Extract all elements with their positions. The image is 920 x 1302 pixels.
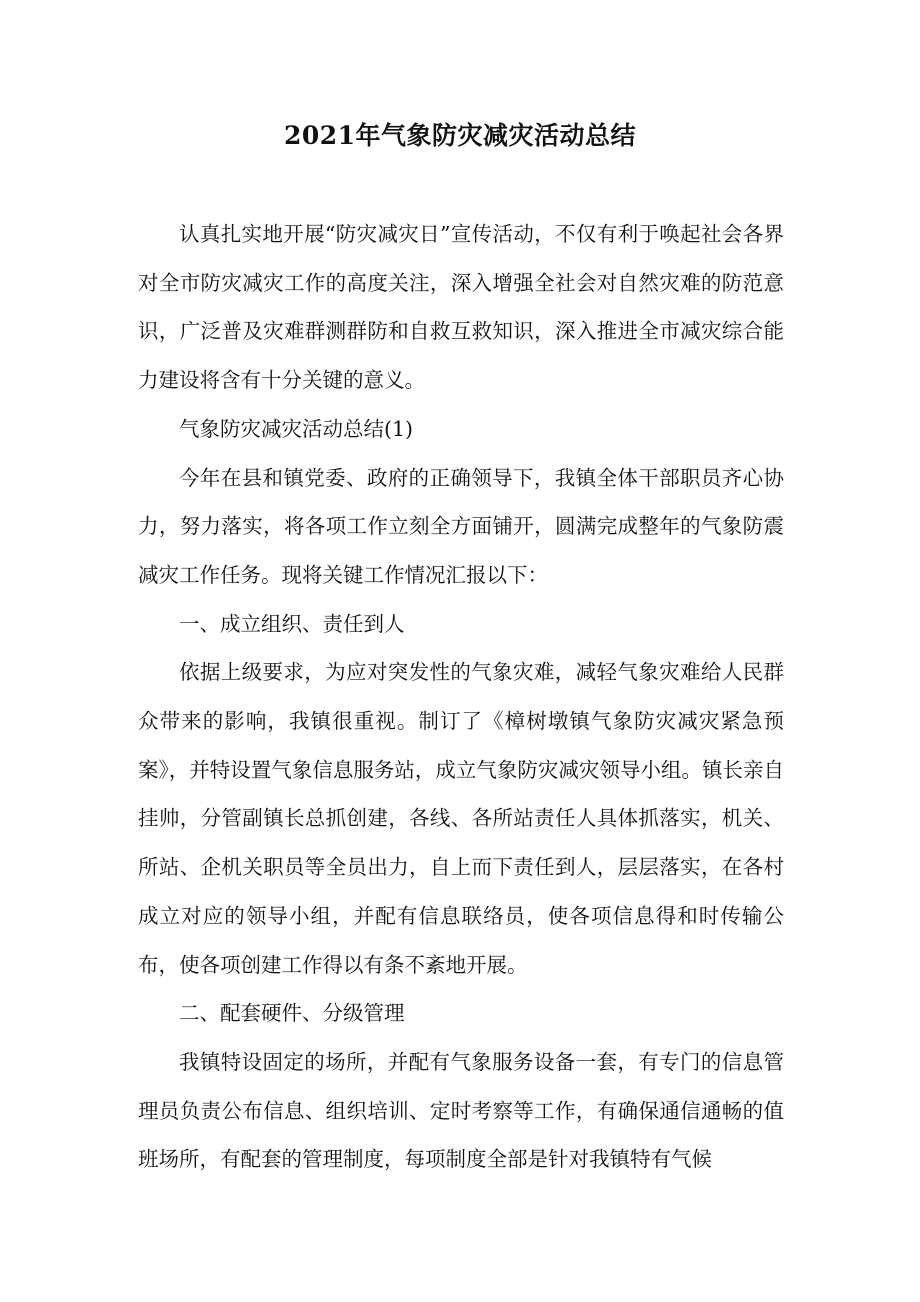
paragraph-intro: 认真扎实地开展“防灾减灾日”宣传活动，不仅有利于唤起社会各界对全市防灾减灾工作的高度关注，深入增强全社会对自然灾难的防范意识，广泛普及灾难群测群防和自救互救知识，深入推进全市减灾综合能力建设将含有十分关键的意义。 — [138, 222, 784, 393]
paragraph-overview: 今年在县和镇党委、政府的正确领导下，我镇全体干部职员齐心协力，努力落实，将各项工作立刻全方面铺开，圆满完成整年的气象防震减灾工作任务。现将关键工作情况汇报以下： — [138, 465, 784, 587]
paragraph-hardware: 我镇特设固定的场所，并配有气象服务设备一套，有专门的信息管理员负责公布信息、组织培训、定时考察等工作，有确保通信通畅的值班场所，有配套的管理制度，每项制度全部是针对我镇特有气候 — [138, 1049, 784, 1172]
paragraph-organization: 依据上级要求，为应对突发性的气象灾难，减轻气象灾难给人民群众带来的影响，我镇很重视。制订了《樟树墩镇气象防灾减灾紧急预案》，并特设置气象信息服务站，成立气象防灾减灾领导小组。镇长亲自挂帅，分管副镇长总抓创建，各线、各所站责任人具体抓落实，机关、所站、企机关职员等全员出力，自上而下责任到人，层层落实，在各村成立对应的领导小组，并配有信息联络员，使各项信息得和时传输公布，使各项创建工作得以有条不紊地开展。 — [138, 660, 784, 977]
section-heading-1: 一、成立组织、责任到人 — [179, 611, 405, 636]
section-heading-summary-1: 气象防灾减灾活动总结(1) — [179, 416, 414, 441]
section-heading-2: 二、配套硬件、分级管理 — [179, 1001, 405, 1026]
document-body — [138, 210, 784, 1184]
document-title: 2021年气象防灾减灾活动总结 — [283, 121, 637, 150]
